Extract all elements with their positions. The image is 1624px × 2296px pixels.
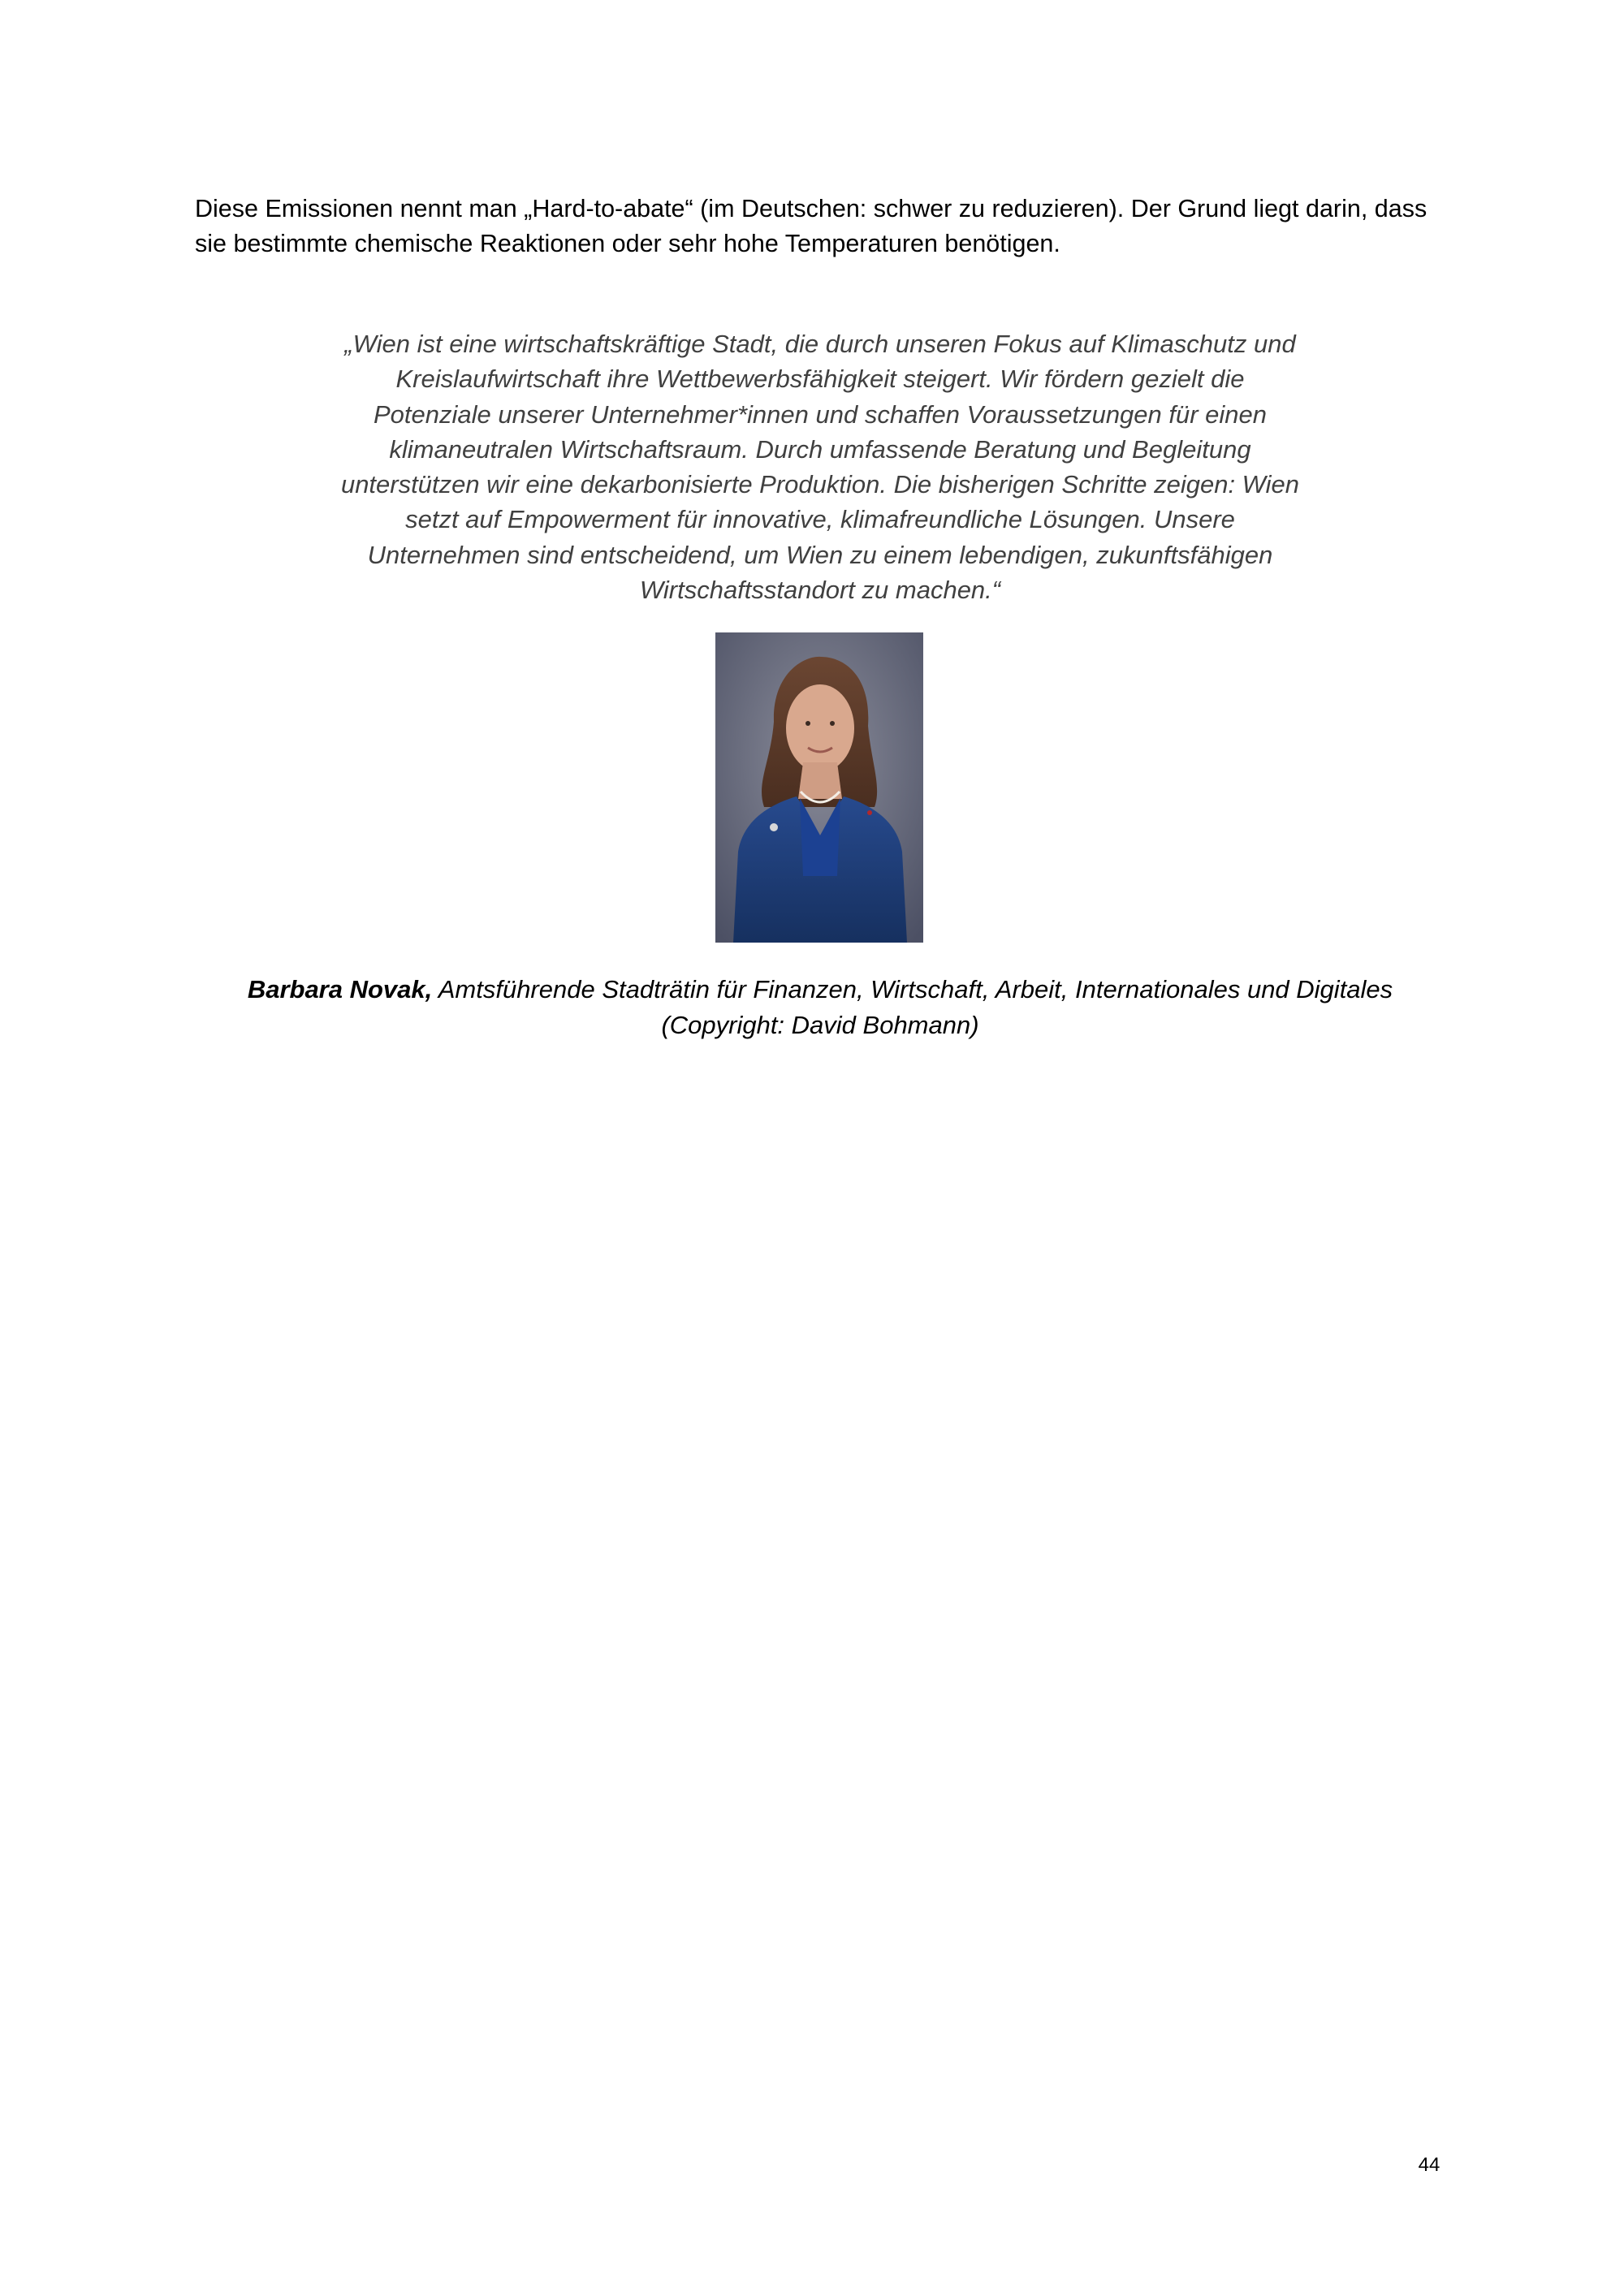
portrait-brooch [770, 823, 778, 831]
caption-role: Amtsführende Stadträtin für Finanzen, Wirtschaft, Arbeit, Internationales und Digitales [432, 975, 1393, 1003]
quote-line: klimaneutralen Wirtschaftsraum. Durch umfassende Beratung und Begleitung [389, 434, 1251, 464]
quote-line: Kreislaufwirtschaft ihre Wettbewerbsfähigkeit steigert. Wir fördern gezielt die [395, 365, 1245, 394]
quote-line: Potenziale unserer Unternehmer*innen und schaffen Voraussetzungen für einen [373, 399, 1268, 429]
quote-line: „Wien ist eine wirtschaftskräftige Stadt, die durch unseren Fokus auf Klimaschutz und [344, 330, 1296, 358]
portrait-face [786, 684, 854, 772]
photo-caption [162, 972, 1478, 1043]
caption-copyright: (Copyright: David Bohmann) [661, 1011, 979, 1039]
portrait-neck [798, 762, 842, 799]
quote-line: unterstützen wir eine dekarbonisierte Produktion. Die bisherigen Schritte zeigen: Wien [340, 470, 1300, 499]
quote-block [276, 326, 1364, 607]
intro-paragraph: Diese Emissionen nennt man „Hard-to-abate“ (im Deutschen: schwer zu reduzieren). Der Grund liegt darin, dass sie bestimmte chemische Reaktionen oder sehr hohe Temperaturen benötigen. [195, 195, 1427, 257]
page-number: 44 [1418, 2154, 1440, 2176]
quote-line: Wirtschaftsstandort zu machen.“ [639, 576, 1001, 605]
quote-line: setzt auf Empowerment für innovative, klimafreundliche Lösungen. Unsere [405, 505, 1235, 534]
portrait-eye-left [806, 721, 810, 726]
caption-line-name-role [162, 972, 1478, 1008]
caption-name: Barbara Novak, [247, 975, 433, 1003]
portrait-eye-right [830, 721, 835, 726]
portrait-photo [715, 632, 923, 943]
quote-line: Unternehmen sind entscheidend, um Wien zu einem lebendigen, zukunftsfähigen [367, 540, 1273, 569]
portrait-pin [867, 810, 872, 815]
